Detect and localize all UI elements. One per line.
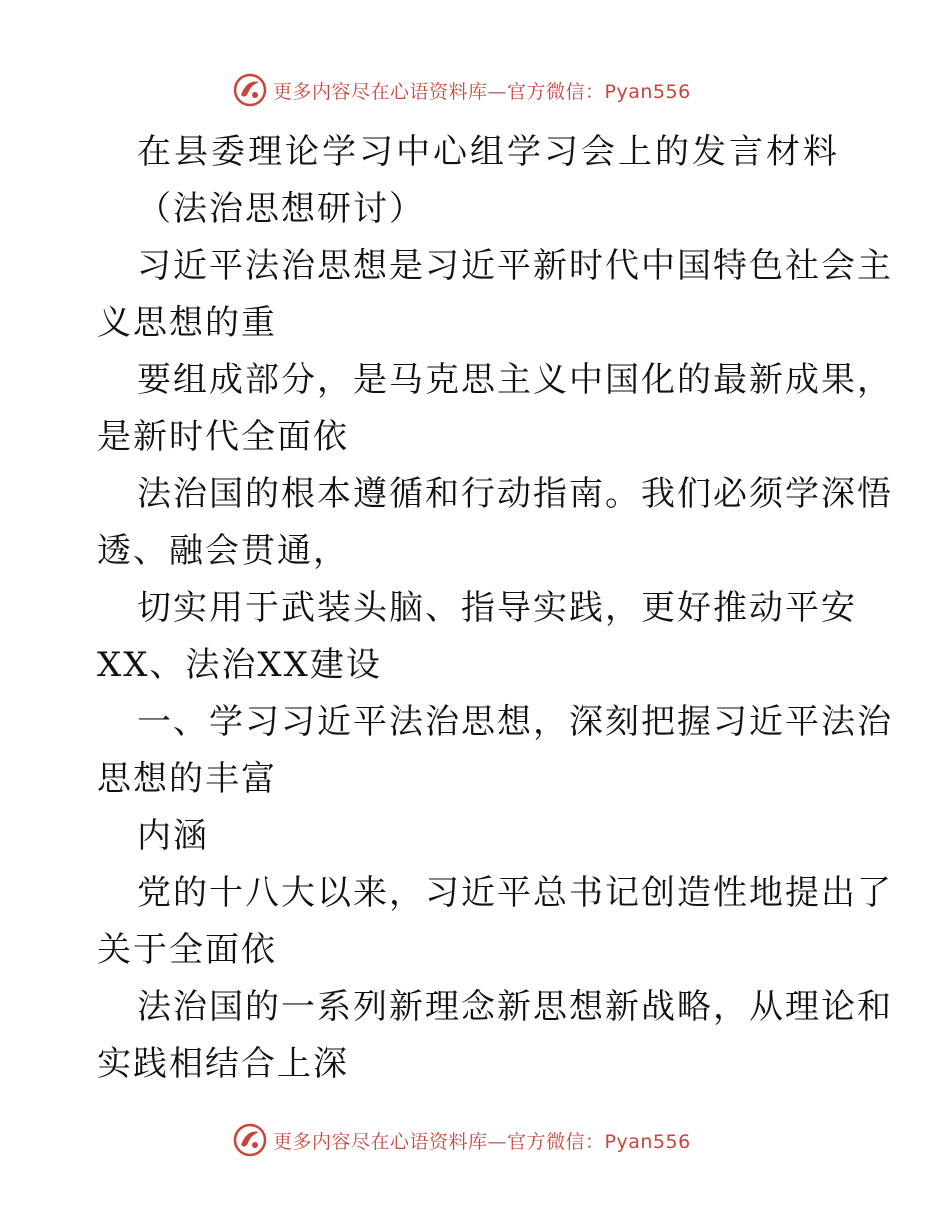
document-body <box>97 124 893 1093</box>
section-heading-continued: 内涵 <box>137 816 209 856</box>
footer-banner-title: 更多内容尽在心语资料库 <box>273 1130 488 1153</box>
paragraph-line: 要组成部分，是马克思主义中国化的最新成果， <box>137 360 893 400</box>
brand-logo-icon <box>233 1123 267 1157</box>
footer-banner-text <box>273 1127 691 1154</box>
header-banner <box>233 72 691 108</box>
header-banner-contact: 官方微信：Pyan556 <box>507 80 691 103</box>
footer-banner <box>233 1122 691 1158</box>
paragraph-line: 习近平法治思想是习近平新时代中国特色社会主 <box>137 246 893 286</box>
header-banner-dash: — <box>487 80 508 103</box>
header-banner-title: 更多内容尽在心语资料库 <box>273 80 488 103</box>
section-heading-continued: 思想的丰富 <box>97 759 277 799</box>
document-subtitle: （法治思想研讨） <box>137 189 425 229</box>
paragraph-line: 义思想的重 <box>97 303 277 343</box>
paragraph-line: 实践相结合上深 <box>97 1044 349 1084</box>
header-banner-text <box>273 77 691 104</box>
section-heading: 一、学习习近平法治思想，深刻把握习近平法治 <box>137 702 893 742</box>
footer-banner-contact: 官方微信：Pyan556 <box>507 1130 691 1153</box>
brand-logo-icon <box>233 73 267 107</box>
paragraph-line: 党的十八大以来，习近平总书记创造性地提出了 <box>137 873 893 913</box>
document-title: 在县委理论学习中心组学习会上的发言材料 <box>137 132 840 172</box>
paragraph-line: XX、法治XX建设 <box>97 645 382 685</box>
paragraph-line: 法治国的一系列新理念新思想新战略，从理论和 <box>137 987 893 1027</box>
paragraph-line: 切实用于武装头脑、指导实践，更好推动平安 <box>137 588 857 628</box>
paragraph-line: 关于全面依 <box>97 930 277 970</box>
paragraph-line: 透、融会贯通， <box>97 531 349 571</box>
paragraph-line: 是新时代全面依 <box>97 417 349 457</box>
footer-banner-dash: — <box>487 1130 508 1153</box>
paragraph-line: 法治国的根本遵循和行动指南。我们必须学深悟 <box>137 474 893 514</box>
